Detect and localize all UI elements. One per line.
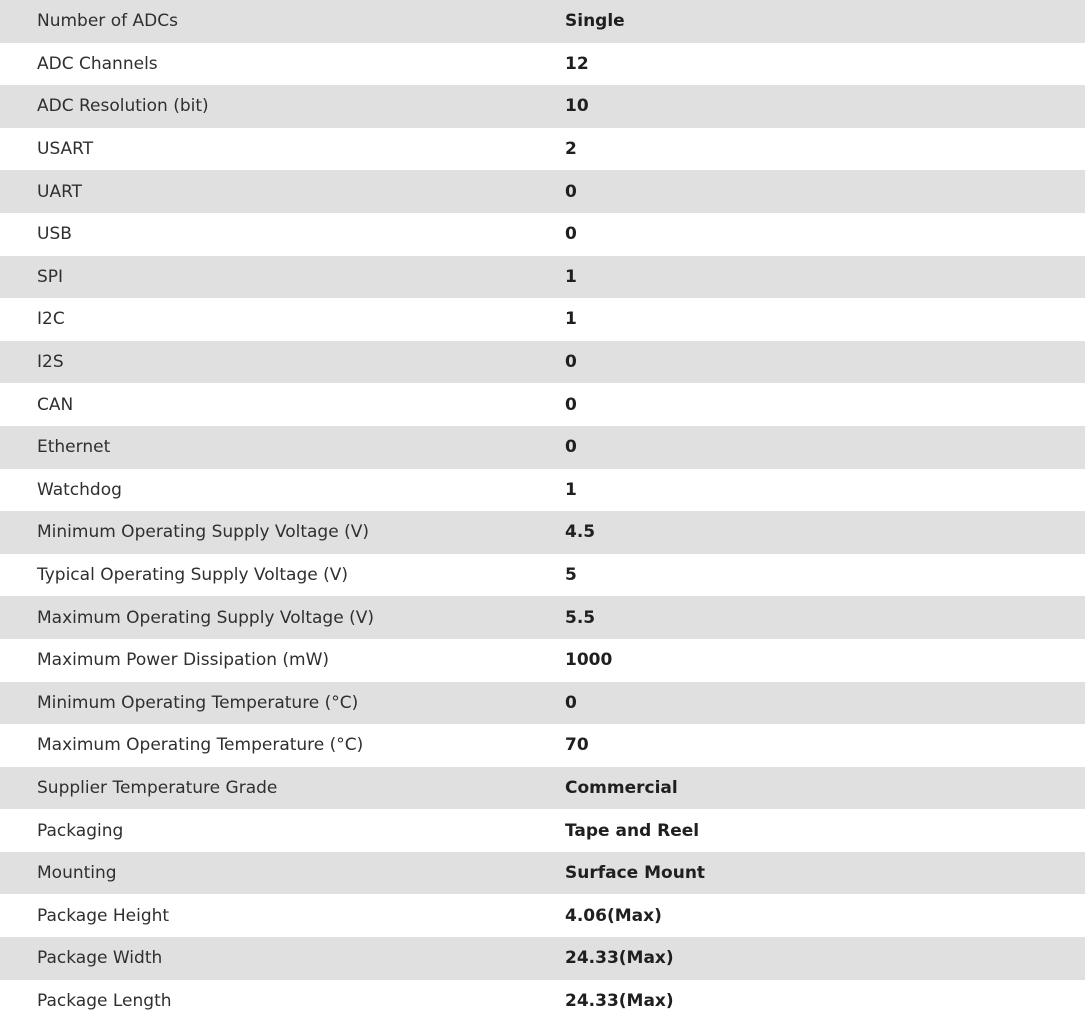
spec-value: 0 (565, 437, 577, 458)
spec-value: 5.5 (565, 607, 596, 628)
spec-row-spi (0, 256, 1085, 299)
spec-value: Surface Mount (565, 863, 706, 884)
spec-label: Number of ADCs (37, 11, 178, 32)
spec-row-watchdog (0, 469, 1085, 512)
spec-row-number-of-adcs (0, 0, 1085, 43)
spec-row-min-supply-voltage (0, 511, 1085, 554)
spec-row-max-operating-temperature (0, 724, 1085, 767)
spec-value: 24.33(Max) (565, 948, 674, 969)
spec-label: UART (37, 181, 83, 202)
spec-label: Package Height (37, 905, 170, 926)
spec-value: 12 (565, 53, 589, 74)
spec-label: USB (37, 224, 72, 245)
spec-label: CAN (37, 394, 74, 415)
spec-value: Single (565, 11, 625, 32)
spec-row-usb (0, 213, 1085, 256)
spec-label: SPI (37, 266, 64, 287)
spec-label: I2S (37, 352, 64, 373)
spec-label: Maximum Operating Supply Voltage (V) (37, 607, 374, 628)
spec-value: 5 (565, 565, 577, 586)
spec-value: 24.33(Max) (565, 990, 674, 1011)
spec-label: Mounting (37, 863, 117, 884)
spec-value: Commercial (565, 777, 678, 798)
spec-row-supplier-temperature-grade (0, 767, 1085, 810)
spec-value: 1 (565, 309, 577, 330)
spec-label: Typical Operating Supply Voltage (V) (37, 565, 348, 586)
spec-row-typical-supply-voltage (0, 554, 1085, 597)
spec-row-max-supply-voltage (0, 596, 1085, 639)
spec-label: Supplier Temperature Grade (37, 777, 278, 798)
spec-value: 0 (565, 224, 577, 245)
spec-label: Minimum Operating Supply Voltage (V) (37, 522, 369, 543)
spec-row-mounting (0, 852, 1085, 895)
spec-value: 2 (565, 139, 577, 160)
spec-row-can (0, 383, 1085, 426)
spec-value: 1000 (565, 650, 613, 671)
spec-label: Package Width (37, 948, 163, 969)
spec-value: 10 (565, 96, 589, 117)
spec-row-package-length (0, 980, 1085, 1022)
spec-row-i2c (0, 298, 1085, 341)
spec-value: 0 (565, 352, 577, 373)
spec-row-packaging (0, 809, 1085, 852)
spec-label: Maximum Operating Temperature (°C) (37, 735, 364, 756)
spec-value: 4.5 (565, 522, 596, 543)
spec-row-package-width (0, 937, 1085, 980)
spec-row-adc-resolution (0, 85, 1085, 128)
spec-value: 70 (565, 735, 589, 756)
spec-row-package-height (0, 894, 1085, 937)
spec-value: 1 (565, 266, 577, 287)
spec-label: USART (37, 139, 94, 160)
spec-label: Minimum Operating Temperature (°C) (37, 692, 359, 713)
spec-value: 0 (565, 692, 577, 713)
spec-label: Packaging (37, 820, 124, 841)
spec-value: 4.06(Max) (565, 905, 662, 926)
spec-row-adc-channels (0, 43, 1085, 86)
spec-row-i2s (0, 341, 1085, 384)
spec-value: 1 (565, 479, 577, 500)
spec-label: Watchdog (37, 479, 122, 500)
spec-value: Tape and Reel (565, 820, 700, 841)
spec-row-uart (0, 170, 1085, 213)
spec-label: ADC Resolution (bit) (37, 96, 209, 117)
spec-row-ethernet (0, 426, 1085, 469)
spec-label: Package Length (37, 990, 172, 1011)
spec-value: 0 (565, 394, 577, 415)
spec-value: 0 (565, 181, 577, 202)
spec-row-min-operating-temperature (0, 682, 1085, 725)
spec-label: ADC Channels (37, 53, 158, 74)
spec-row-usart (0, 128, 1085, 171)
spec-row-max-power-dissipation (0, 639, 1085, 682)
spec-label: I2C (37, 309, 65, 330)
spec-label: Maximum Power Dissipation (mW) (37, 650, 330, 671)
spec-label: Ethernet (37, 437, 111, 458)
